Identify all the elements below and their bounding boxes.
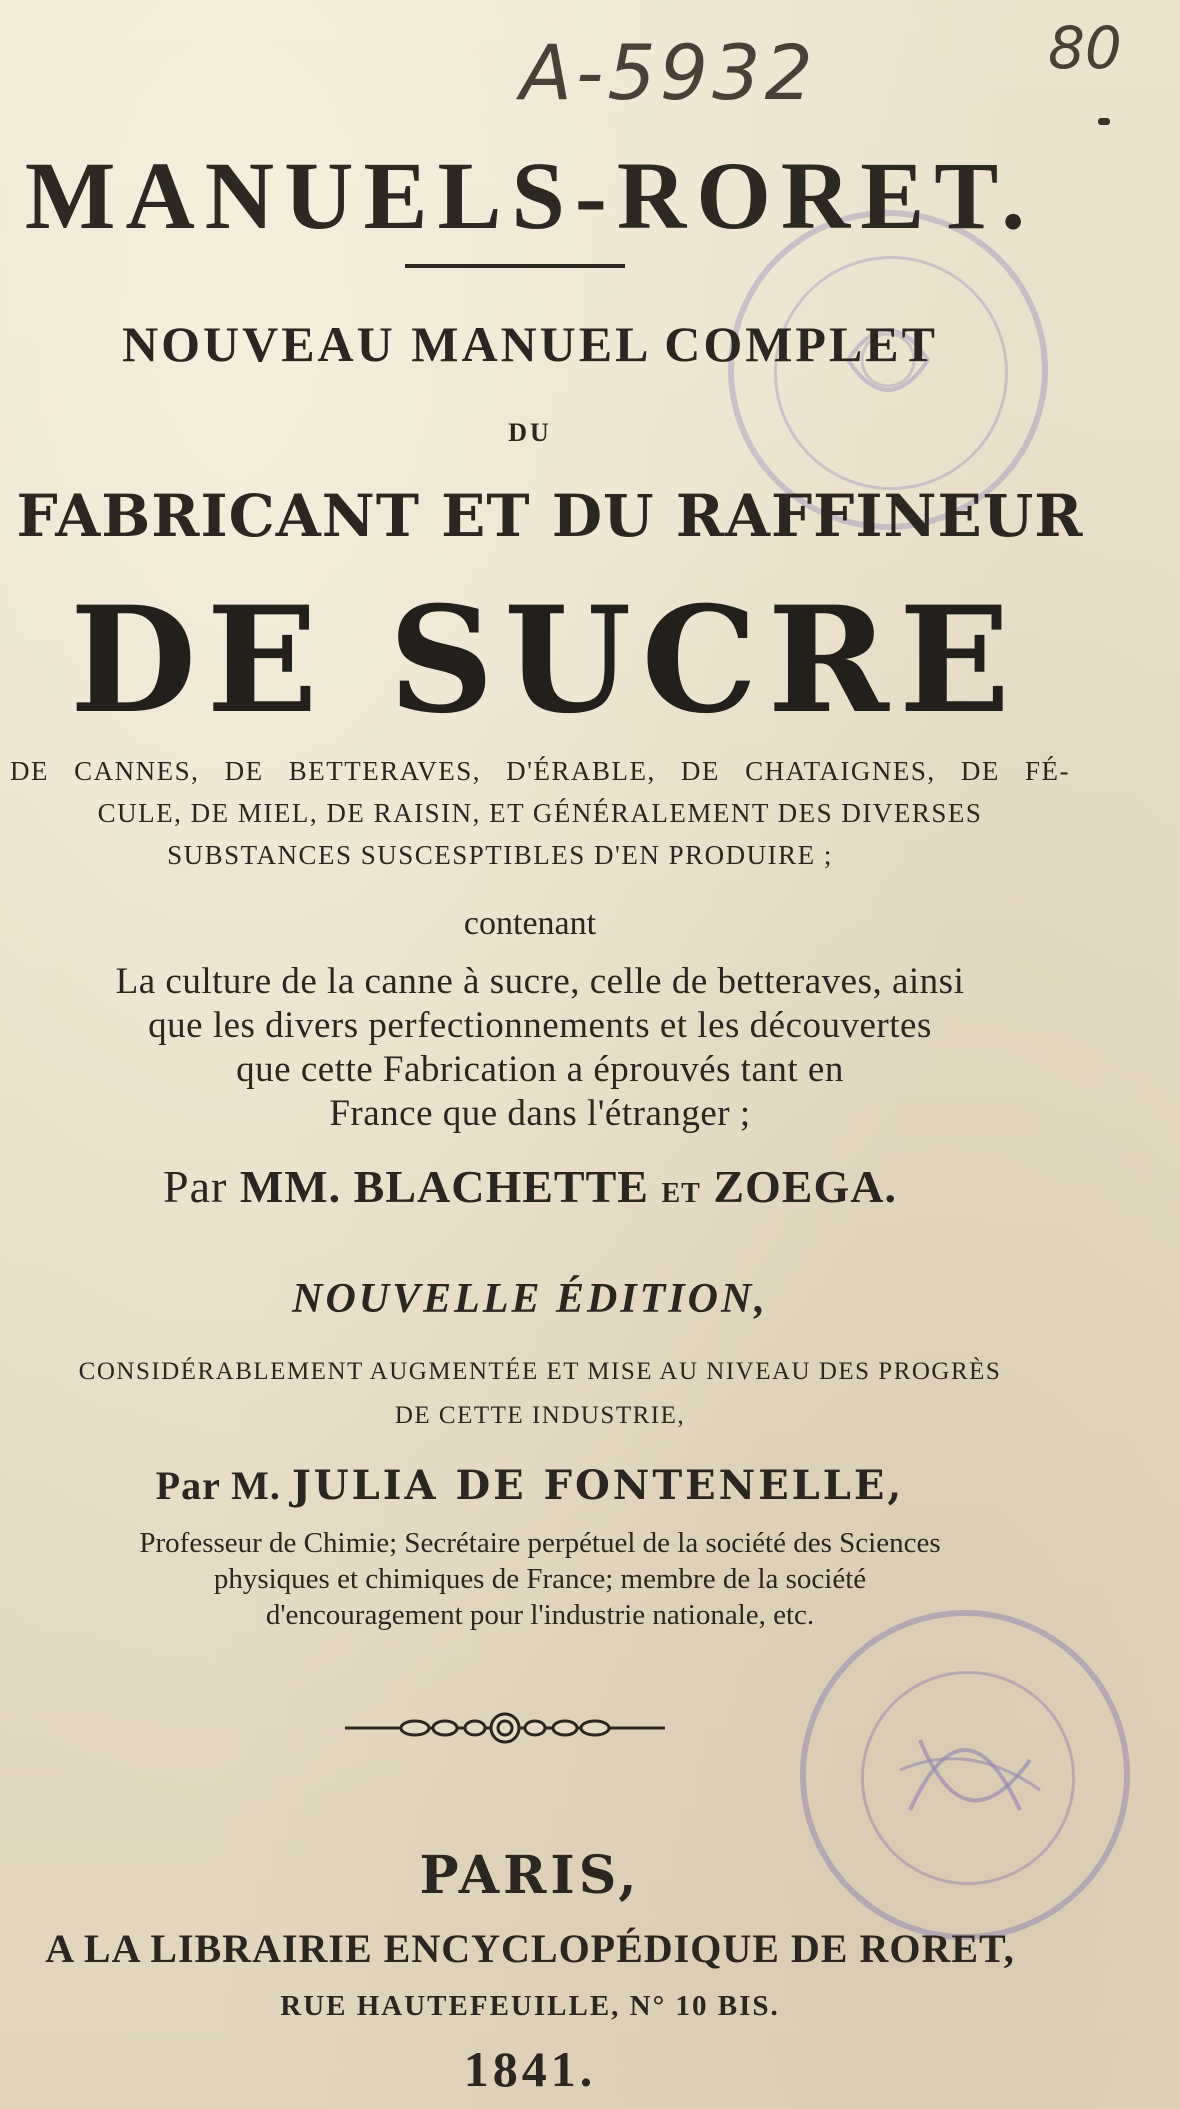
- reviser-par: Par M.: [155, 1463, 281, 1508]
- ornament-divider-icon: [345, 1708, 665, 1748]
- reviser-line: [0, 1462, 1060, 1509]
- author-blachette: BLACHETTE: [353, 1161, 649, 1212]
- contents-line-1: La culture de la canne à sucre, celle de betteraves, ainsi: [115, 961, 965, 1002]
- imprint-publisher: A LA LIBRAIRIE ENCYCLOPÉDIQUE DE RORET,: [45, 1926, 1015, 1971]
- contents-block: [20, 960, 1060, 1136]
- reviser-titles-line-2: physiques et chimiques de France; membre de la société: [213, 1563, 867, 1595]
- sources-line-3: SUBSTANCES SUSCESPTIBLES D'EN PRODUIRE ;: [167, 840, 833, 870]
- authors-par: Par: [163, 1161, 228, 1212]
- imprint-year: 1841.: [463, 2041, 597, 2097]
- authors-line: [0, 1160, 1060, 1213]
- handwritten-number: 80: [1048, 14, 1122, 82]
- series-title: MANUELS-RORET.: [24, 142, 1036, 249]
- contents-line-4: France que dans l'étranger ;: [329, 1093, 751, 1134]
- reviser-titles-line-1: Professeur de Chimie; Secrétaire perpétuel de la société des Sciences: [139, 1527, 941, 1559]
- reviser-titles-line-3: d'encouragement pour l'industrie nationale, etc.: [265, 1599, 815, 1631]
- sources-line-1: DE CANNES, DE BETTERAVES, D'ÉRABLE, DE CHATAIGNES, DE FÉ-: [10, 756, 1070, 786]
- sources-line-2: CULE, DE MIEL, DE RAISIN, ET GÉNÉRALEMENT DES DIVERSES: [97, 798, 983, 828]
- author-zoega: ZOEGA.: [713, 1161, 897, 1212]
- handwritten-shelfmark: A-5932: [520, 28, 817, 117]
- contenant-label: contenant: [463, 905, 597, 942]
- edition-note-line-1: CONSIDÉRABLEMENT AUGMENTÉE ET MISE AU NIVEAU DES PROGRÈS: [78, 1358, 1002, 1385]
- title-rule: [405, 264, 625, 268]
- contents-line-2: que les divers perfectionnements et les découvertes: [148, 1005, 932, 1046]
- edition-note-line-2: DE CETTE INDUSTRIE,: [394, 1402, 686, 1429]
- contents-line-3: que cette Fabrication a éprouvés tant en: [236, 1049, 844, 1090]
- ink-mark: [1098, 118, 1110, 125]
- imprint-city: PARIS,: [419, 1845, 641, 1906]
- subtitle-line2: FABRICANT ET DU RAFFINEUR: [16, 482, 1084, 550]
- main-title: DE SUCRE: [69, 575, 1021, 746]
- imprint-address: RUE HAUTEFEUILLE, N° 10 BIS.: [280, 1990, 780, 2022]
- reviser-name: JULIA DE FONTENELLE,: [291, 1462, 905, 1509]
- edition-note: [20, 1350, 1060, 1438]
- subtitle-du: DU: [508, 418, 552, 447]
- sources-block: [10, 750, 1070, 876]
- authors-mm: MM.: [239, 1161, 342, 1212]
- edition-title: NOUVELLE ÉDITION,: [292, 1276, 768, 1322]
- subtitle-line1: NOUVEAU MANUEL COMPLET: [121, 316, 939, 372]
- authors-et: ET: [661, 1178, 701, 1209]
